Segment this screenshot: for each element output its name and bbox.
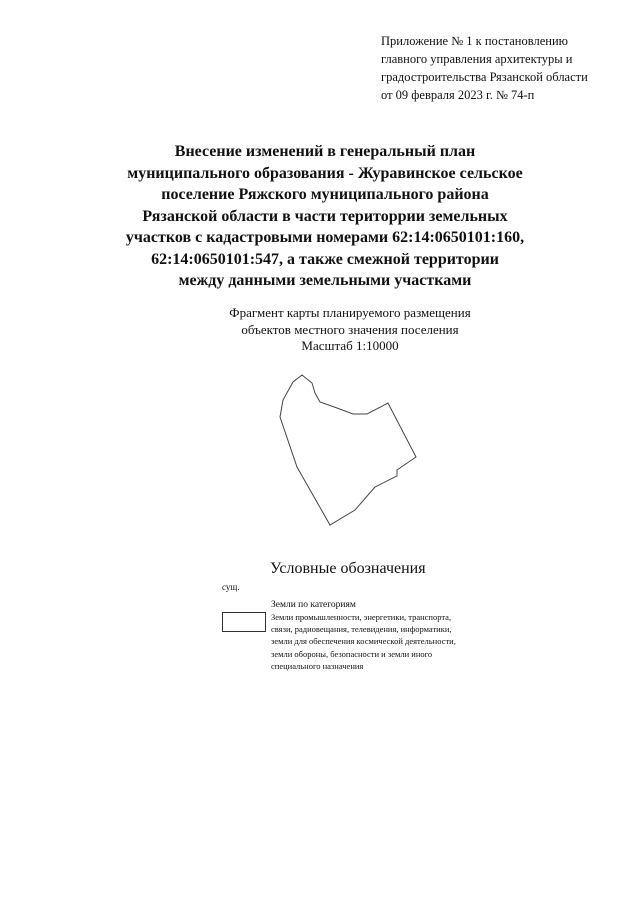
legend-category-description [271, 611, 491, 672]
appendix-line: от 09 февраля 2023 г. № 74-п [381, 88, 535, 102]
subtitle-line: объектов местного значения поселения [241, 321, 459, 337]
appendix-line: главного управления архитектуры и [381, 52, 573, 66]
legend-title: Условные обозначения [270, 560, 426, 577]
legend-sush-label: сущ. [222, 582, 240, 592]
legend-line: земли для обеспечения космической деятельности, [271, 636, 456, 647]
legend-line: специального назначения [271, 660, 364, 671]
subtitle-line: Фрагмент карты планируемого размещения [229, 305, 471, 320]
legend-category-heading: Земли по категориям [271, 600, 356, 610]
map-scale: Масштаб 1:10000 [301, 338, 399, 353]
legend-line: земли обороны, безопасности и земли иного [271, 648, 433, 659]
title-line: 62:14:0650101:547, а также смежной территории [151, 250, 499, 268]
legend-line: связи, радиовещания, телевидения, информатики, [271, 624, 452, 635]
appendix-line: Приложение № 1 к постановлению [381, 34, 568, 48]
title-line: поселение Ряжского муниципального района [161, 186, 489, 203]
title-line: участков с кадастровыми номерами 62:14:0650101:160, [125, 229, 525, 246]
title-line: между данными земельными участками [178, 272, 472, 289]
land-plot-boundary [280, 375, 416, 525]
title-line: Внесение изменений в генеральный план [174, 143, 476, 160]
title-line: муниципального образования - Журавинское сельское [127, 164, 523, 182]
title-line: Рязанской области в части територрии земельных [142, 207, 508, 225]
legend-swatch [222, 612, 266, 632]
legend-line: Земли промышленности, энергетики, транспорта, [271, 612, 452, 622]
appendix-line: градостроительства Рязанской области [381, 70, 588, 84]
